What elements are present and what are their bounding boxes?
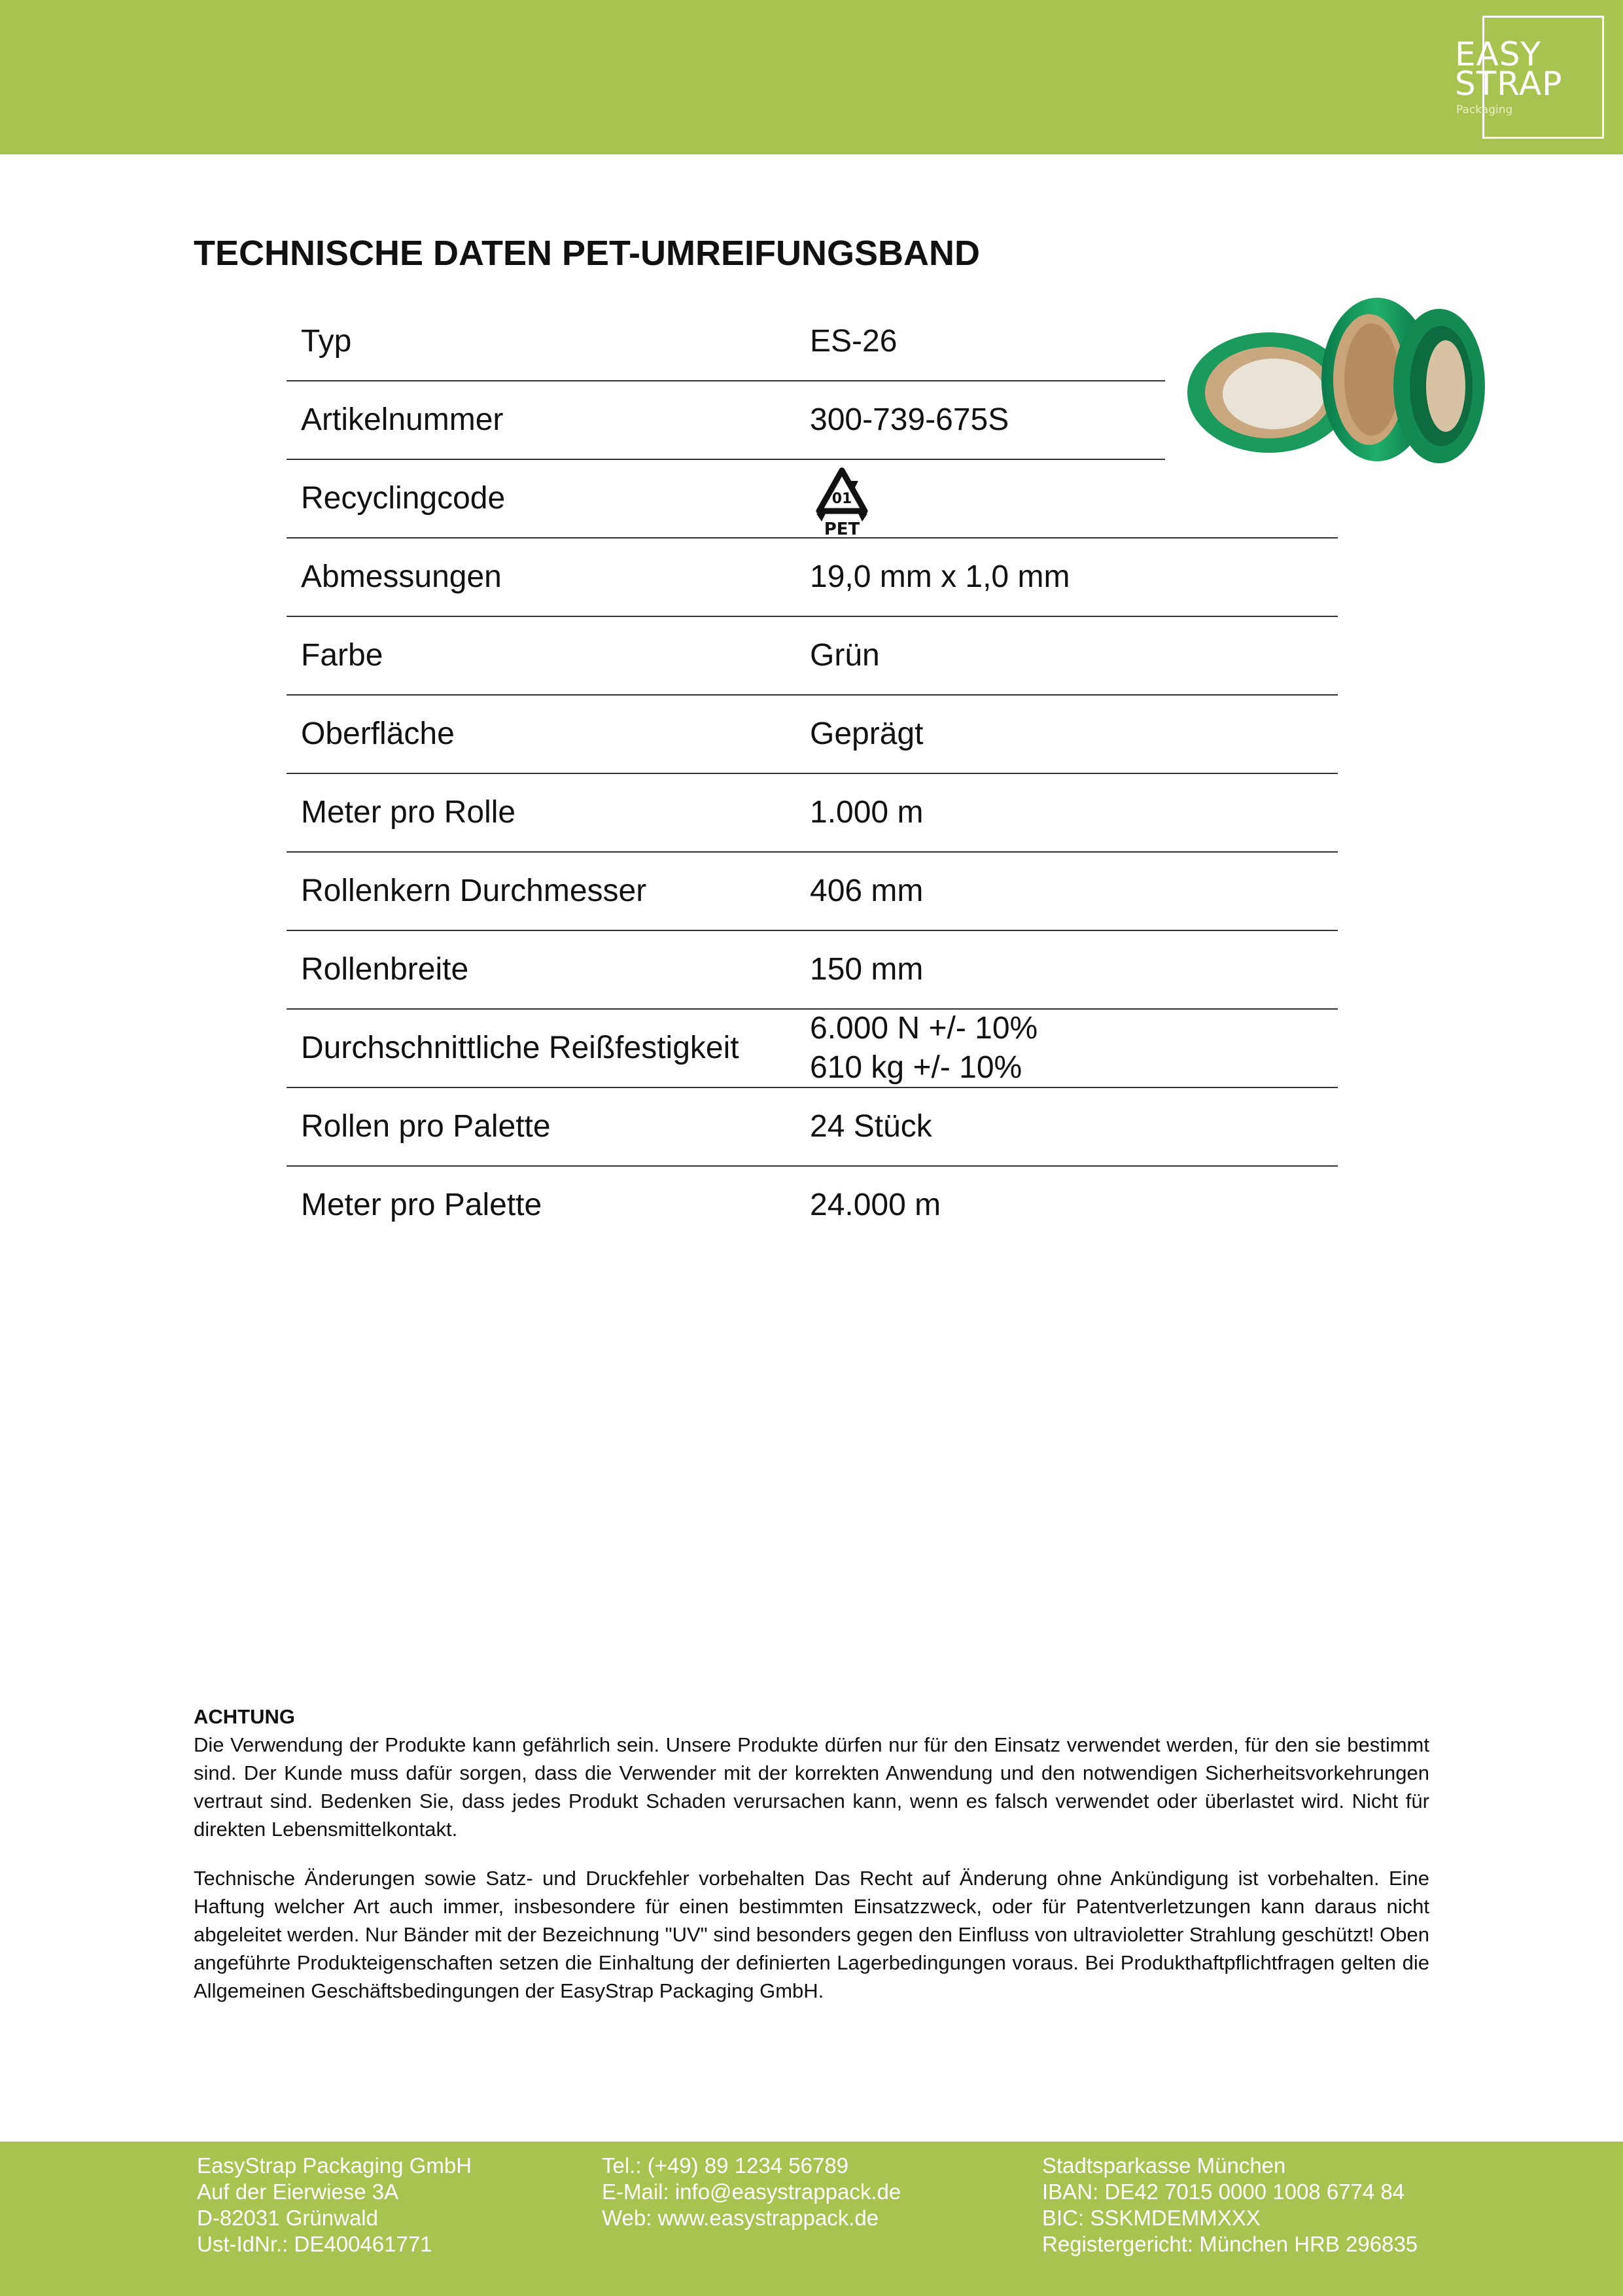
page-title: TECHNISCHE DATEN PET-UMREIFUNGSBAND (194, 234, 981, 273)
spec-label: Durchschnittliche Reißfestigkeit (301, 1031, 739, 1065)
spec-label: Rollenbreite (301, 952, 469, 987)
company-name: EasyStrap Packaging GmbH (197, 2153, 472, 2178)
spec-row-meter-pro-palette (287, 1167, 1338, 1245)
logo-subtitle: Packaging (1456, 103, 1513, 116)
spec-value: 406 mm (810, 874, 924, 908)
spec-label: Typ (301, 324, 352, 359)
footer-bank (1042, 2153, 1418, 2257)
contact-web: Web: www.easystrappack.de (602, 2206, 879, 2230)
logo-word-strap: STRAP (1455, 65, 1563, 103)
spec-row-rollenbreite (287, 931, 1338, 1010)
spec-label: Rollenkern Durchmesser (301, 874, 647, 908)
spec-row-rollenkern (287, 853, 1338, 931)
logo-word-easy: EASY (1455, 35, 1542, 73)
spec-label: Oberfläche (301, 716, 455, 751)
spec-value: 6.000 N +/- 10% 610 kg +/- 10% (810, 1011, 1038, 1085)
notice-heading: ACHTUNG (194, 1705, 295, 1728)
spec-label: Meter pro Palette (301, 1188, 542, 1222)
spec-value: 300-739-675S (810, 402, 1009, 437)
company-vat: Ust-IdNr.: DE400461771 (197, 2232, 432, 2256)
footer-company (197, 2153, 472, 2257)
spec-row-rollen-pro-palette (287, 1088, 1338, 1167)
spec-value: Grün (810, 638, 880, 673)
spec-row-typ (287, 303, 1165, 381)
spec-value: 24 Stück (810, 1109, 932, 1144)
spec-value: Geprägt (810, 716, 924, 751)
notice-paragraph-disclaimer: Technische Änderungen sowie Satz- und Druckfehler vorbehalten Das Recht auf Änderung ohne Ankündigung ist vorbehalten. Eine Haftung welcher Art auch immer, insbesondere für einen bestimmten Einsatzzweck, oder für Patentverletzungen kann daraus nicht abgeleitet werden. Nur Bänder mit der Bezeichnung "UV" sind besonders gegen den Einfluss von ultravioletter Strahlung geschützt! Oben angeführte Produkteigenschaften setzen die Einhaltung der definierten Lagerbedingungen voraus. Bei Produkthaftpflichtfragen gelten die Allgemeinen Geschäftsbedingungen der EasyStrap Packaging GmbH. (194, 1867, 1429, 2002)
company-street: Auf der Eierwiese 3A (197, 2180, 399, 2204)
bank-iban: IBAN: DE42 7015 0000 1008 6774 84 (1042, 2180, 1405, 2204)
spec-label: Abmessungen (301, 559, 502, 594)
pet-recycling-icon (803, 461, 881, 539)
spec-value: 150 mm (810, 952, 924, 987)
spec-row-meter-pro-rolle (287, 774, 1338, 853)
bank-bic: BIC: SSKMDEMMXXX (1042, 2206, 1261, 2230)
spec-row-farbe (287, 617, 1338, 696)
spec-row-artikelnummer (287, 381, 1165, 460)
spec-label: Artikelnummer (301, 402, 504, 437)
spec-table (287, 303, 1338, 1245)
contact-phone: Tel.: (+49) 89 1234 56789 (602, 2153, 849, 2178)
spec-label: Recyclingcode (301, 481, 506, 516)
spec-value: 24.000 m (810, 1188, 941, 1222)
spec-label: Meter pro Rolle (301, 795, 516, 830)
header-band (0, 0, 1623, 154)
spec-value: ES-26 (810, 324, 898, 359)
spec-row-recyclingcode (287, 460, 1338, 539)
spec-value: 19,0 mm x 1,0 mm (810, 559, 1070, 594)
spec-row-abmessungen (287, 539, 1338, 617)
bank-register: Registergericht: München HRB 296835 (1042, 2232, 1418, 2256)
footer-contact (602, 2153, 901, 2231)
recycling-code-number: 01 (831, 491, 852, 507)
bank-name: Stadtsparkasse München (1042, 2153, 1286, 2178)
spec-label: Farbe (301, 638, 383, 673)
contact-email: E-Mail: info@easystrappack.de (602, 2180, 901, 2204)
spec-value: 1.000 m (810, 795, 924, 830)
spec-row-reissfestigkeit (287, 1010, 1338, 1088)
notice-paragraph-usage: Die Verwendung der Produkte kann gefährlich sein. Unsere Produkte dürfen nur für den Einsatz verwendet werden, für den sie bestimmt sind. Der Kunde muss dafür sorgen, dass die Verwender mit der korrekten Anwendung und den notwendigen Sicherheitsvorkehrungen vertraut sind. Bedenken Sie, dass jedes Produkt Schaden verursachen kann, wenn es falsch verwendet oder überlastet wird. Nicht für direkten Lebensmittelkontakt. (194, 1733, 1429, 1841)
safety-notice (194, 1703, 1429, 2005)
company-city: D-82031 Grünwald (197, 2206, 378, 2230)
recycling-material: PET (824, 520, 860, 539)
spec-label: Rollen pro Palette (301, 1109, 551, 1144)
spec-row-oberflaeche (287, 696, 1338, 774)
